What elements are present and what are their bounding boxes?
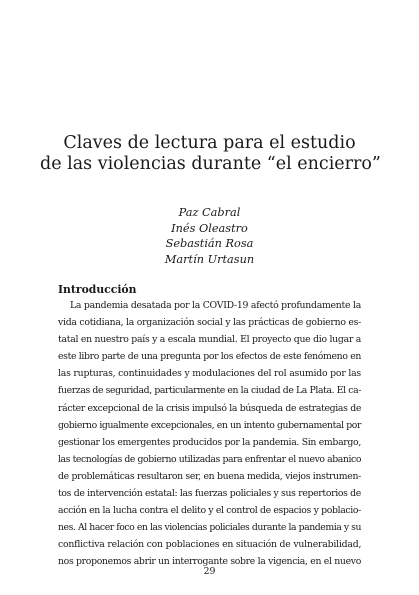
chapter-title bbox=[40, 133, 379, 175]
body-paragraph bbox=[58, 297, 361, 571]
author-name: Martín Urtasun bbox=[164, 252, 255, 266]
paragraph-line: nos proponemos abrir un interrogante sobre la vigencia, en el nuevo bbox=[58, 556, 361, 568]
paragraph-line: nes. Al hacer foco en las violencias policiales durante la pandemia y su bbox=[58, 522, 362, 534]
paragraph-line: las tecnologías de gobierno utilizadas para enfrentar el nuevo abanico bbox=[58, 453, 362, 465]
chapter-title-line-1: Claves de lectura para el estudio bbox=[63, 133, 356, 153]
paragraph-line: de problemáticas resultaron ser, en buena medida, viejos instrumen- bbox=[58, 470, 361, 482]
paragraph-line: conflictiva relación con poblaciones en situación de vulnerabilidad, bbox=[58, 539, 362, 551]
author-name: Sebastián Rosa bbox=[165, 237, 254, 251]
paragraph-line: gobierno igualmente excepcionales, en un intento gubernamental por bbox=[58, 419, 362, 431]
paragraph-line: las rupturas, continuidades y modulaciones del rol asumido por las bbox=[58, 368, 361, 380]
paragraph-line: tos de intervención estatal: las fuerzas policiales y sus repertorios de bbox=[58, 488, 361, 500]
paragraph-line: fuerzas de seguridad, particularmente en la ciudad de La Plata. El ca- bbox=[58, 385, 361, 397]
author-name: Paz Cabral bbox=[178, 206, 241, 219]
page-number: 29 bbox=[203, 566, 216, 577]
paragraph-line: gestionar los emergentes producidos por la pandemia. Sin embargo, bbox=[58, 436, 361, 448]
author-name: Inés Oleastro bbox=[171, 221, 248, 235]
paragraph-line: vida cotidiana, la organización social y las prácticas de gobierno es- bbox=[58, 317, 362, 329]
paragraph-line: tatal en nuestro país y a escala mundial. El proyecto que dio lugar a bbox=[58, 334, 361, 346]
paragraph-line: acción en la lucha contra el delito y el control de espacios y poblacio- bbox=[58, 505, 361, 517]
chapter-title-line-2: de las violencias durante “el encierro” bbox=[40, 154, 381, 174]
paragraph-line: rácter excepcional de la crisis impulsó la búsqueda de estrategias de bbox=[58, 402, 361, 414]
paragraph-line: este libro parte de una pregunta por los efectos de este fenómeno en bbox=[58, 351, 362, 363]
section-heading: Introducción bbox=[58, 283, 137, 296]
author-list bbox=[40, 205, 379, 267]
paragraph-line: La pandemia desatada por la COVID-19 afectó profundamente la bbox=[70, 300, 361, 311]
